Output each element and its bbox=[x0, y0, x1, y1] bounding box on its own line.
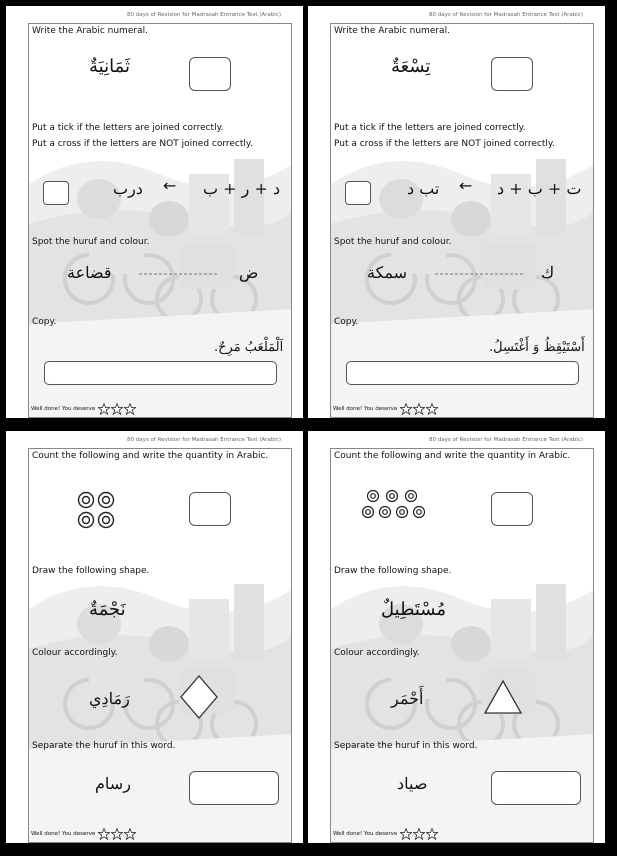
ring-icon bbox=[368, 491, 379, 502]
question-count: Count the following and write the quantity in Arabic. bbox=[334, 451, 571, 461]
copy-instruction: Copy. bbox=[32, 317, 57, 327]
reward-footer bbox=[333, 403, 438, 415]
cross-instruction: Put a cross if the letters are NOT joined correctly. bbox=[32, 139, 253, 149]
draw-instruction: Draw the following shape. bbox=[32, 566, 150, 576]
tick-instruction: Put a tick if the letters are joined correctly. bbox=[334, 123, 526, 133]
separate-word: صياد bbox=[397, 774, 428, 793]
worksheet-panel bbox=[330, 448, 594, 843]
worksheet-panel bbox=[330, 23, 594, 418]
tick-instruction: Put a tick if the letters are joined correctly. bbox=[32, 123, 224, 133]
footer-text: Well done! You deserve bbox=[333, 831, 398, 837]
colour-instruction: Colour accordingly. bbox=[32, 648, 118, 658]
arrow-left-icon: ← bbox=[163, 176, 177, 195]
question-count: Count the following and write the quantity in Arabic. bbox=[32, 451, 269, 461]
footer-text: Well done! You deserve bbox=[31, 831, 96, 837]
ring-icon bbox=[380, 507, 391, 518]
ring-icon bbox=[79, 513, 94, 528]
page-header: 80 days of Revision for Madrasah Entrance Test (Arabic) bbox=[127, 12, 281, 18]
page-header: 80 days of Revision for Madrasah Entrance Test (Arabic) bbox=[429, 12, 583, 18]
separate-answer-box[interactable] bbox=[491, 771, 581, 805]
numeral-word: ثَمَانِيَةٌ bbox=[89, 56, 130, 77]
spot-letter: ض bbox=[239, 263, 259, 282]
spot-word: قضاعة bbox=[67, 263, 112, 282]
reward-footer bbox=[31, 403, 136, 415]
colour-word: أَحْمَر bbox=[391, 689, 424, 708]
worksheet-panel bbox=[28, 23, 292, 418]
tick-box[interactable] bbox=[43, 181, 69, 205]
dashed-line bbox=[139, 273, 219, 275]
ring-icon bbox=[363, 507, 374, 518]
colour-word: رَمَادِي bbox=[89, 689, 130, 708]
ring-icon bbox=[397, 507, 408, 518]
answer-box[interactable] bbox=[189, 492, 231, 526]
draw-instruction: Draw the following shape. bbox=[334, 566, 452, 576]
ring-icon bbox=[387, 491, 398, 502]
copy-sentence: اَلْمَلْعَبُ مَرِحٌ. bbox=[214, 340, 284, 355]
question-write-numeral: Write the Arabic numeral. bbox=[334, 26, 450, 36]
ring-icon bbox=[99, 513, 114, 528]
rings-group bbox=[77, 491, 133, 535]
joined-word: تب د bbox=[407, 179, 440, 198]
tick-box[interactable] bbox=[345, 181, 371, 205]
separate-word: رسام bbox=[95, 774, 131, 793]
copy-instruction: Copy. bbox=[334, 317, 359, 327]
rings-group bbox=[361, 489, 431, 521]
worksheet-page-2 bbox=[308, 6, 605, 418]
separate-instruction: Separate the huruf in this word. bbox=[32, 741, 176, 751]
three-stars-icon bbox=[400, 828, 438, 840]
worksheet-page-4 bbox=[308, 431, 605, 843]
diamond-icon bbox=[179, 674, 219, 720]
copy-sentence: أَسْتَيْقِظُ وَ أَغْتَسِلُ. bbox=[489, 340, 585, 355]
triangle-icon bbox=[483, 679, 523, 715]
footer-text: Well done! You deserve bbox=[333, 406, 398, 412]
spot-word: سمكة bbox=[367, 263, 408, 282]
letters-sum: د + ر + ب bbox=[203, 179, 281, 198]
shape-word: مُسْتَطِيلٌ bbox=[381, 599, 446, 620]
copy-answer-field[interactable] bbox=[346, 361, 579, 385]
three-stars-icon bbox=[98, 828, 136, 840]
numeral-word: تِسْعَةٌ bbox=[391, 56, 431, 77]
question-write-numeral: Write the Arabic numeral. bbox=[32, 26, 148, 36]
spot-instruction: Spot the huruf and colour. bbox=[334, 237, 452, 247]
three-stars-icon bbox=[98, 403, 136, 415]
reward-footer bbox=[333, 828, 438, 840]
page-header: 80 days of Revision for Madrasah Entrance Test (Arabic) bbox=[429, 437, 583, 443]
letters-sum: ت + ب + د bbox=[497, 179, 582, 198]
joined-word: درب bbox=[113, 179, 143, 198]
worksheet-page-3 bbox=[6, 431, 303, 843]
colour-instruction: Colour accordingly. bbox=[334, 648, 420, 658]
worksheet-panel bbox=[28, 448, 292, 843]
cross-instruction: Put a cross if the letters are NOT joined correctly. bbox=[334, 139, 555, 149]
copy-answer-field[interactable] bbox=[44, 361, 277, 385]
spot-letter: ك bbox=[541, 263, 555, 282]
worksheet-page-1 bbox=[6, 6, 303, 418]
ring-icon bbox=[99, 493, 114, 508]
background-illustration bbox=[29, 24, 292, 418]
spot-instruction: Spot the huruf and colour. bbox=[32, 237, 150, 247]
ring-icon bbox=[79, 493, 94, 508]
shape-word: نَجْمَةٌ bbox=[89, 599, 126, 620]
arrow-left-icon: ← bbox=[459, 176, 473, 195]
answer-box[interactable] bbox=[491, 492, 533, 526]
reward-footer bbox=[31, 828, 136, 840]
footer-text: Well done! You deserve bbox=[31, 406, 96, 412]
answer-box[interactable] bbox=[189, 57, 231, 91]
answer-box[interactable] bbox=[491, 57, 533, 91]
page-header: 80 days of Revision for Madrasah Entrance Test (Arabic) bbox=[127, 437, 281, 443]
background-illustration bbox=[331, 24, 594, 418]
separate-answer-box[interactable] bbox=[189, 771, 279, 805]
ring-icon bbox=[406, 491, 417, 502]
ring-icon bbox=[414, 507, 425, 518]
dashed-line bbox=[435, 273, 523, 275]
three-stars-icon bbox=[400, 403, 438, 415]
separate-instruction: Separate the huruf in this word. bbox=[334, 741, 478, 751]
